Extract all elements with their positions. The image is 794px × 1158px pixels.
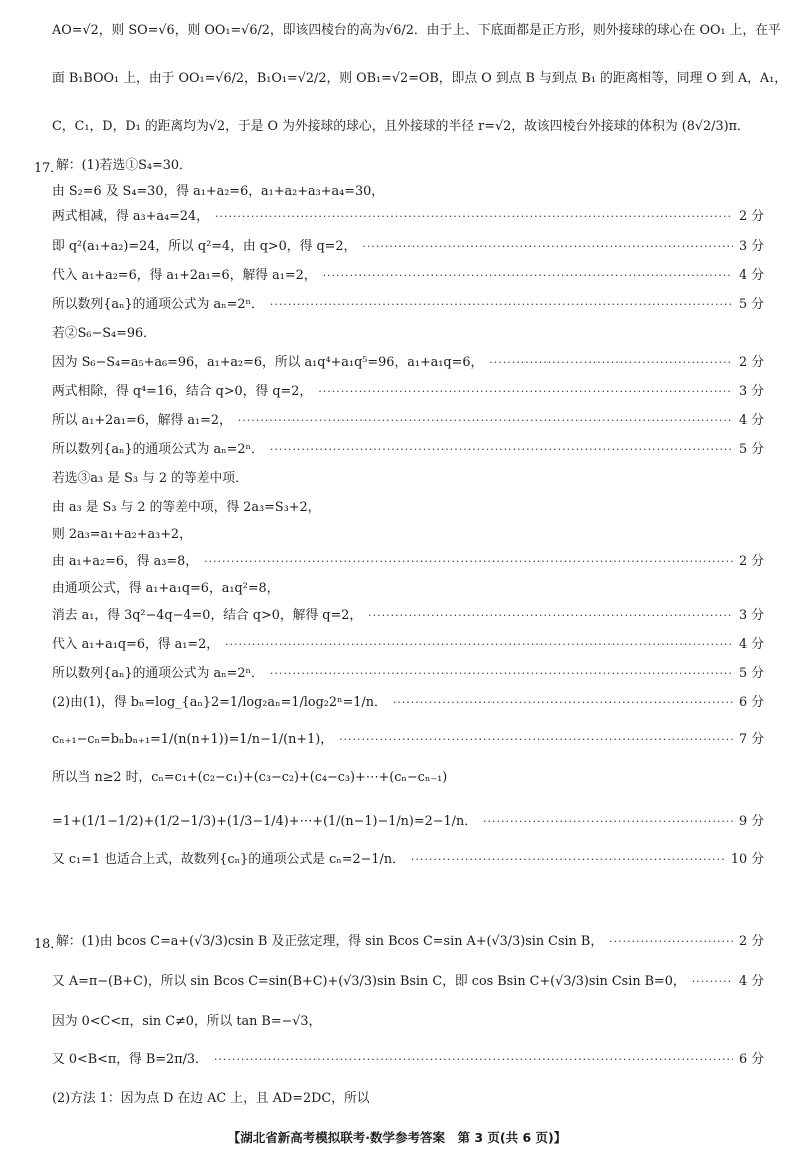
question-18-number: 18． xyxy=(34,937,64,952)
q17-line xyxy=(52,769,764,787)
intro-text-3: C，C₁，D，D₁ 的距离均为√2，于是 O 为外接球的球心，且外接球的半径 r=√2，故该四棱台外接球的体积为 (8√2/3)π． xyxy=(52,119,750,134)
score-label: 5 分 xyxy=(738,297,764,312)
q17-line-text: 即 q²(a₁+a₂)=24，所以 q²=4，由 q>0，得 q=2， xyxy=(52,239,357,254)
q17-line xyxy=(52,694,764,712)
q17-line xyxy=(52,238,764,256)
q17-line-text: 所以数列{aₙ}的通项公式为 aₙ=2ⁿ． xyxy=(52,297,264,312)
q17-line xyxy=(52,580,764,598)
q17-line-text: 消去 a₁，得 3q²−4q−4=0，结合 q>0，解得 q=2， xyxy=(52,608,363,623)
score-label: 4 分 xyxy=(738,413,764,428)
q17-line-text: cₙ₊₁−cₙ=bₙbₙ₊₁=1/(n(n+1))=1/n−1/(n+1)， xyxy=(52,732,334,747)
intro-line-2 xyxy=(52,68,788,90)
q17-line xyxy=(52,296,764,314)
leader-dots xyxy=(204,553,733,571)
q17-line-text: 由通项公式，得 a₁+a₁q=6，a₁q²=8， xyxy=(52,581,280,596)
q17-line xyxy=(52,325,764,343)
leader-dots xyxy=(318,383,733,401)
leader-dots xyxy=(225,636,733,654)
leader-dots xyxy=(368,607,733,625)
intro-text-1: AO=√2，则 SO=√6，则 OO₁=√6/2，即该四棱台的高为√6/2．由于上、下底面都是正方形，则外接球的球心在 OO₁ 上，在平 xyxy=(52,23,781,38)
q17-line-text: 若②S₆−S₄=96． xyxy=(52,326,156,341)
score-label: 4 分 xyxy=(738,637,764,652)
score-label: 5 分 xyxy=(738,666,764,681)
score-label: 4 分 xyxy=(738,974,764,989)
q17-line xyxy=(52,441,764,459)
leader-dots xyxy=(270,665,733,683)
score-label: 9 分 xyxy=(738,814,764,829)
q17-line xyxy=(52,499,764,517)
leader-dots xyxy=(411,851,725,869)
q17-line xyxy=(52,636,764,654)
q18-line xyxy=(56,933,764,951)
q17-line-text: (2)由(1)，得 bₙ=log_{aₙ}2=1/log₂aₙ=1/log₂2ⁿ=1/n． xyxy=(52,695,387,710)
leader-dots xyxy=(483,813,733,831)
q17-line xyxy=(52,665,764,683)
leader-dots xyxy=(238,412,733,430)
q17-line xyxy=(52,813,764,831)
q17-line-text: 所以数列{aₙ}的通项公式为 aₙ=2ⁿ． xyxy=(52,666,264,681)
score-label: 2 分 xyxy=(738,554,764,569)
q17-line xyxy=(52,412,764,430)
q17-line xyxy=(52,470,764,488)
leader-dots xyxy=(214,1051,733,1069)
q18-line-text: 解：(1)由 bcos C=a+(√3/3)csin B 及正弦定理，得 sin Bcos C=sin A+(√3/3)sin Csin B， xyxy=(56,934,604,949)
leader-dots xyxy=(323,267,733,285)
q17-line-text: 两式相除，得 q⁴=16，结合 q>0，得 q=2， xyxy=(52,384,313,399)
q18-line-text: (2)方法 1：因为点 D 在边 AC 上，且 AD=2DC，所以 xyxy=(52,1091,370,1106)
q17-line xyxy=(52,526,764,544)
q17-line xyxy=(52,607,764,625)
q17-line-text: 所以 a₁+2a₁=6，解得 a₁=2， xyxy=(52,413,232,428)
intro-line-3 xyxy=(52,116,764,138)
leader-dots xyxy=(270,441,733,459)
q17-line-text: 解：(1)若选①S₄=30． xyxy=(56,158,192,173)
score-label: 10 分 xyxy=(730,852,764,867)
q18-line xyxy=(52,1051,764,1069)
q17-line-text: 所以数列{aₙ}的通项公式为 aₙ=2ⁿ． xyxy=(52,442,264,457)
q17-line-text: 代入 a₁+a₂=6，得 a₁+2a₁=6，解得 a₁=2， xyxy=(52,268,317,283)
page-footer: 【湖北省新高考模拟联考·数学参考答案 第 3 页(共 6 页)】 xyxy=(227,1130,567,1145)
leader-dots xyxy=(339,731,733,749)
q18-line-text: 因为 0<C<π，sin C≠0，所以 tan B=−√3， xyxy=(52,1014,322,1029)
score-label: 5 分 xyxy=(738,442,764,457)
question-17-number: 17． xyxy=(34,161,64,176)
q17-line-text: 两式相减，得 a₃+a₄=24， xyxy=(52,209,209,224)
leader-dots xyxy=(609,933,733,951)
q17-line-text: 因为 S₆−S₄=a₅+a₆=96，a₁+a₂=6，所以 a₁q⁴+a₁q⁵=96，a₁+a₁q=6， xyxy=(52,355,484,370)
q17-line-text: 由 a₁+a₂=6，得 a₃=8， xyxy=(52,554,199,569)
q17-line-text: 则 2a₃=a₁+a₂+a₃+2， xyxy=(52,527,192,542)
score-label: 2 分 xyxy=(738,934,764,949)
score-label: 4 分 xyxy=(738,268,764,283)
leader-dots xyxy=(362,238,733,256)
score-label: 3 分 xyxy=(738,239,764,254)
score-label: 3 分 xyxy=(738,608,764,623)
q17-line xyxy=(52,354,764,372)
intro-text-2: 面 B₁BOO₁ 上，由于 OO₁=√6/2，B₁O₁=√2/2，则 OB₁=√2=OB，即点 O 到点 B 与到点 B₁ 的距离相等，同理 O 到 A，A₁， xyxy=(52,71,788,86)
leader-dots xyxy=(489,354,733,372)
q17-line-text: 代入 a₁+a₁q=6，得 a₁=2， xyxy=(52,637,220,652)
q17-line xyxy=(52,183,764,201)
leader-dots xyxy=(270,296,733,314)
q17-line-text: 由 S₂=6 及 S₄=30，得 a₁+a₂=6，a₁+a₂+a₃+a₄=30， xyxy=(52,184,385,199)
q17-line xyxy=(52,208,764,226)
q18-line xyxy=(52,1090,764,1108)
score-label: 3 分 xyxy=(738,384,764,399)
q17-line xyxy=(52,851,764,869)
score-label: 2 分 xyxy=(738,355,764,370)
leader-dots xyxy=(215,208,733,226)
q17-line-text: 又 c₁=1 也适合上式，故数列{cₙ}的通项公式是 cₙ=2−1/n． xyxy=(52,852,405,867)
score-label: 2 分 xyxy=(738,209,764,224)
q17-line-text: 由 a₃ 是 S₃ 与 2 的等差中项，得 2a₃=S₃+2， xyxy=(52,500,321,515)
q18-line-text: 又 0<B<π，得 B=2π/3． xyxy=(52,1052,208,1067)
q17-line-text: 若选③a₃ 是 S₃ 与 2 的等差中项． xyxy=(52,471,248,486)
intro-line-1 xyxy=(52,20,781,42)
q17-line xyxy=(56,157,764,175)
q17-line-text: =1+(1/1−1/2)+(1/2−1/3)+(1/3−1/4)+⋯+(1/(n−1)−1/n)=2−1/n． xyxy=(52,814,477,829)
q17-line xyxy=(52,731,764,749)
q17-line-text: 所以当 n≥2 时，cₙ=c₁+(c₂−c₁)+(c₃−c₂)+(c₄−c₃)+⋯+(cₙ−cₙ₋₁) xyxy=(52,770,448,785)
q17-line xyxy=(52,383,764,401)
leader-dots xyxy=(393,694,733,712)
leader-dots xyxy=(692,973,733,991)
score-label: 6 分 xyxy=(738,1052,764,1067)
q17-line xyxy=(52,553,764,571)
q18-line-text: 又 A=π−(B+C)，所以 sin Bcos C=sin(B+C)+(√3/3)sin Bsin C，即 cos Bsin C+(√3/3)sin Csin B=0， xyxy=(52,974,686,989)
score-label: 6 分 xyxy=(738,695,764,710)
q17-line xyxy=(52,267,764,285)
q18-line xyxy=(52,1013,764,1031)
score-label: 7 分 xyxy=(738,732,764,747)
q18-line xyxy=(52,973,764,991)
